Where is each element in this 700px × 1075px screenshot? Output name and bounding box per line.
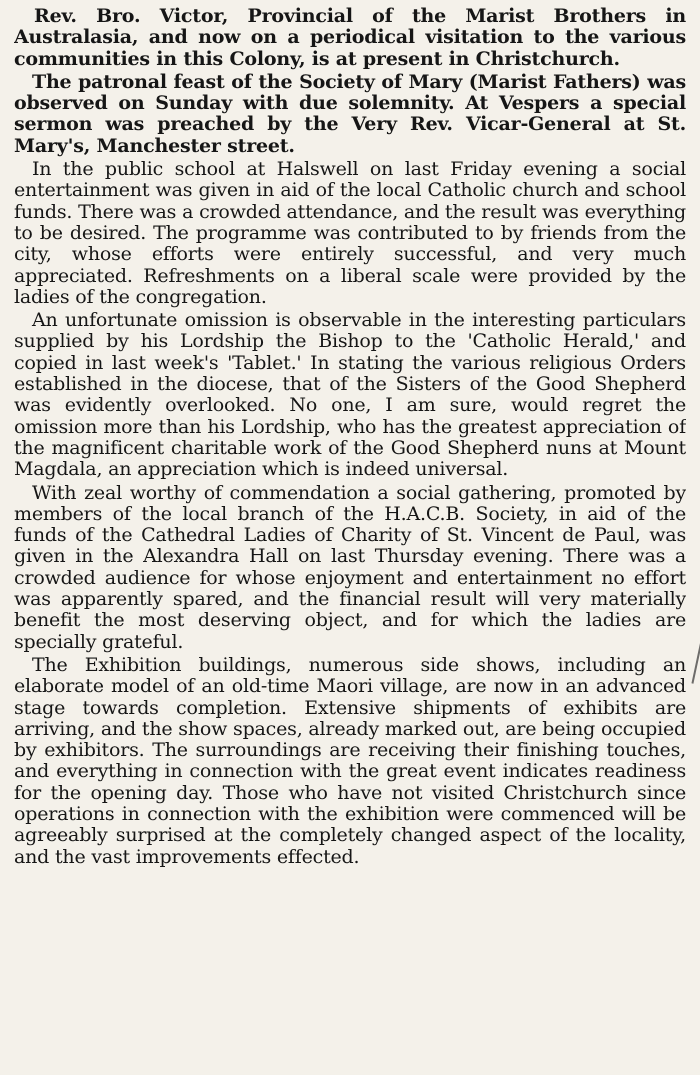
paragraph-text: Rev. Bro. Victor, Provincial of the Marist Brothers in Australasia, and now on a periodical visitation to the various communities in this Colony, is at present in Christchurch. [14,6,686,70]
paragraph-text: The patronal feast of the Society of Mary (Marist Fathers) was observed on Sunday with due solemnity. At Vespers a special sermon was preached by the Very Rev. Vicar-General at St. Mary's, Manchester street. [14,70,686,157]
paragraph-marist-brothers [14,6,686,70]
paragraph-text: The Exhibition buildings, numerous side shows, including an elaborate model of an old-time Maori village, are now in an advanced stage towards completion. Extensive shipments of exhibits are arriving, and the show spaces, already marked out, are being occupied by exhibitors. The surroundings are receiving their finishing touches, and everything in connection with the great event indicates readiness for the opening day. Those who have not visited Christchurch since operations in connection with the exhibition were commenced will be agreeably surprised at the completely changed aspect of the locality, and the vast improvements effected. [14,653,686,868]
paragraph-social-gathering [14,483,686,653]
paragraph-patronal-feast [14,72,686,157]
paragraph-text: An unfortunate omission is observable in the interesting particulars supplied by his Lordship the Bishop to the 'Catholic Herald,' and copied in last week's 'Tablet.' In stating the various religious Orders established in the diocese, that of the Sisters of the Good Shepherd was evidently overlooked. No one, I am sure, would regret the omission more than his Lordship, who has the greatest appreciation of the magnificent charitable work of the Good Shepherd nuns at Mount Magdala, an appreciation which is indeed universal. [14,309,686,481]
paragraph-text: In the public school at Halswell on last Friday evening a social entertainment was given in aid of the local Catholic church and school funds. There was a crowded attendance, and the result was everything to be desired. The programme was contributed to by friends from the city, whose efforts were entirely successful, and very much appreciated. Refreshments on a liberal scale were provided by the ladies of the congregation. [14,158,686,308]
paragraph-text: With zeal worthy of commendation a social gathering, promoted by members of the local branch of the H.A.C.B. Society, in aid of the funds of the Cathedral Ladies of Charity of St. Vincent de Paul, was given in the Alexandra Hall on last Thursday evening. There was a crowded audience for whose enjoyment and entertainment no effort was apparently spared, and the financial result will very materially benefit the most deserving object, and for which the ladies are specially grateful. [14,481,686,653]
article-column [14,6,686,1070]
paragraph-exhibition [14,655,686,868]
paragraph-halswell [14,159,686,308]
margin-mark [691,640,700,683]
paragraph-omission [14,310,686,480]
